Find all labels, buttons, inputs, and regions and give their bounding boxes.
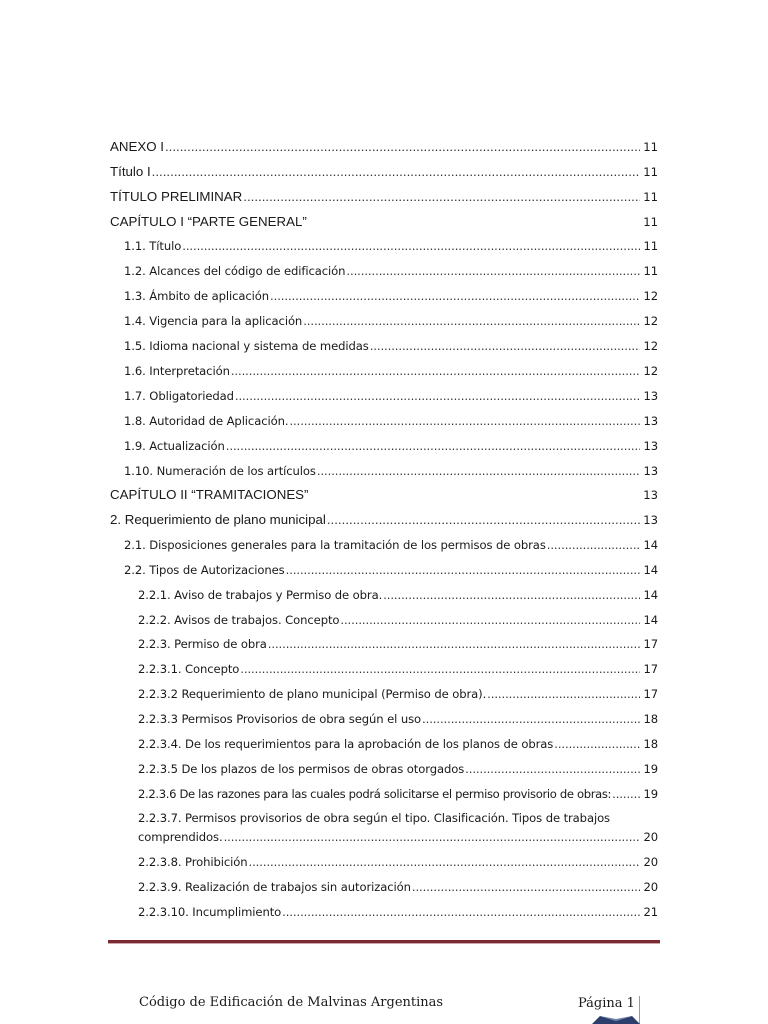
- toc-entry-page: 12: [643, 314, 658, 328]
- toc-entry[interactable]: [138, 737, 658, 757]
- toc-entry-label: 2.2.3.8. Prohibición: [138, 855, 248, 869]
- toc-entry-page: 13: [643, 439, 658, 453]
- toc-entry[interactable]: [124, 264, 658, 284]
- toc-entry[interactable]: [124, 414, 658, 434]
- toc-entry-page: 14: [643, 588, 658, 602]
- dot-leader: [224, 830, 640, 844]
- dot-leader: [303, 314, 640, 328]
- toc-entry-label: 2.2. Tipos de Autorizaciones: [124, 563, 285, 577]
- toc-entry-label: 1.6. Interpretación: [124, 364, 230, 378]
- toc-entry-page: 13: [643, 488, 658, 502]
- toc-entry[interactable]: [124, 464, 658, 484]
- toc-entry-label: 2.1. Disposiciones generales para la tramitación de los permisos de obras: [124, 538, 546, 552]
- toc-entry-label: 1.7. Obligatoriedad: [124, 389, 234, 403]
- toc-entry-page: 14: [643, 538, 658, 552]
- toc-entry-page: 12: [643, 364, 658, 378]
- toc-entry-label: 2.2.2. Avisos de trabajos. Concepto: [138, 613, 340, 627]
- dot-leader: [282, 905, 640, 919]
- dot-leader: [243, 189, 640, 204]
- toc-entry-page: 12: [643, 339, 658, 353]
- toc-entry[interactable]: [110, 512, 658, 532]
- toc-entry-label: Título I: [110, 164, 151, 179]
- toc-entry-page: 11: [643, 264, 658, 278]
- toc-entry[interactable]: [124, 364, 658, 384]
- toc-entry-page: 18: [643, 712, 658, 726]
- toc-entry[interactable]: [138, 687, 658, 707]
- dot-leader: [152, 164, 640, 179]
- toc-entry[interactable]: [124, 389, 658, 409]
- toc-entry-label: 2.2.3.2 Requerimiento de plano municipal (Permiso de obra).: [138, 687, 487, 701]
- toc-entry[interactable]: [138, 880, 658, 900]
- toc-entry-label: CAPÍTULO II “TRAMITACIONES”: [110, 487, 309, 502]
- toc-entry-label: 2.2.3. Permiso de obra: [138, 637, 267, 651]
- toc-entry-label: 1.8. Autoridad de Aplicación.: [124, 414, 289, 428]
- toc-entry[interactable]: [110, 214, 658, 234]
- toc-entry-page: 20: [643, 855, 658, 869]
- toc-entry-page: 12: [643, 289, 658, 303]
- footer-page-number: Página 1: [578, 996, 635, 1011]
- toc-entry-page: 13: [643, 389, 658, 403]
- toc-entry-page: 14: [643, 613, 658, 627]
- toc-entry-page: 14: [643, 563, 658, 577]
- dot-leader: [465, 762, 640, 776]
- dot-leader: [340, 613, 640, 627]
- toc-entry-label: CAPÍTULO I “PARTE GENERAL”: [110, 214, 307, 229]
- footer-rule: [108, 940, 660, 943]
- dot-leader: [231, 364, 640, 378]
- toc-entry[interactable]: [110, 189, 658, 209]
- toc-entry[interactable]: [138, 613, 658, 633]
- dot-leader: [235, 389, 640, 403]
- toc-entry-page: 13: [643, 414, 658, 428]
- toc-entry[interactable]: [124, 239, 658, 259]
- toc-entry-page: 13: [643, 513, 658, 527]
- dot-leader: [249, 855, 640, 869]
- footer-emblem-icon: [592, 1014, 640, 1024]
- toc-entry-label: 2.2.3.6 De las razones para las cuales podrá solicitarse el permiso provisorio de obras:: [138, 787, 612, 801]
- toc-entry-label: 1.3. Ámbito de aplicación: [124, 289, 270, 303]
- dot-leader: [317, 464, 640, 478]
- toc-entry[interactable]: [138, 712, 658, 732]
- toc-entry-page: 19: [643, 762, 658, 776]
- toc-entry[interactable]: [110, 139, 658, 159]
- toc-entry-page: 11: [643, 215, 658, 229]
- toc-entry-page: 18: [643, 737, 658, 751]
- toc-entry[interactable]: [110, 487, 658, 507]
- toc-entry-label: 2.2.3.10. Incumplimiento: [138, 905, 282, 919]
- toc-entry[interactable]: [138, 787, 658, 807]
- toc-entry-page: 20: [643, 830, 658, 844]
- toc-entry[interactable]: [138, 762, 658, 782]
- toc-entry-label: 2.2.3.4. De los requerimientos para la aprobación de los planos de obras: [138, 737, 554, 751]
- toc-entry-label: 1.5. Idioma nacional y sistema de medidas: [124, 339, 369, 353]
- toc-entry-label: 1.2. Alcances del código de edificación: [124, 264, 346, 278]
- toc-entry-page: 11: [643, 140, 658, 154]
- dot-leader: [270, 289, 640, 303]
- dot-leader: [383, 588, 640, 602]
- toc-entry-page: 13: [643, 464, 658, 478]
- toc-entry-page: 17: [643, 637, 658, 651]
- toc-entry[interactable]: [138, 905, 658, 925]
- toc-entry[interactable]: [138, 588, 658, 608]
- toc-entry-page: 11: [643, 239, 658, 253]
- toc-entry-page: 11: [643, 165, 658, 179]
- toc-entry[interactable]: [124, 439, 658, 459]
- toc-entry-label: 2.2.3.5 De los plazos de los permisos de obras otorgados: [138, 762, 465, 776]
- dot-leader: [370, 339, 640, 353]
- toc-entry-label: TÍTULO PRELIMINAR: [110, 189, 243, 204]
- dot-leader: [412, 880, 640, 894]
- dot-leader: [165, 139, 640, 154]
- dot-leader: [289, 414, 640, 428]
- toc-entry-label: 1.1. Título: [124, 239, 182, 253]
- toc-entry-label: 1.9. Actualización: [124, 439, 225, 453]
- dot-leader: [554, 737, 640, 751]
- toc-entry-page: 19: [643, 787, 658, 801]
- toc-entry-continuation: [138, 830, 658, 844]
- toc-entry-page: 17: [643, 687, 658, 701]
- toc-entry-page: 20: [643, 880, 658, 894]
- dot-leader: [612, 787, 640, 801]
- toc-entry-page: 11: [643, 190, 658, 204]
- toc-entry[interactable]: [138, 855, 658, 875]
- toc-entry[interactable]: [124, 314, 658, 334]
- toc-entry-label: 2. Requerimiento de plano municipal: [110, 512, 326, 527]
- footer-document-title: Código de Edificación de Malvinas Argentinas: [139, 995, 444, 1010]
- toc-entry-label: ANEXO I: [110, 139, 164, 154]
- dot-leader: [487, 687, 640, 701]
- toc-entry[interactable]: [124, 289, 658, 309]
- dot-leader: [268, 637, 640, 651]
- toc-entry-label: 2.2.3.1. Concepto: [138, 662, 240, 676]
- toc-entry[interactable]: [138, 637, 658, 657]
- toc-entry-label: 2.2.3.7. Permisos provisorios de obra según el tipo. Clasificación. Tipos de trabajos: [138, 811, 611, 825]
- toc-entry-label: 2.2.3.9. Realización de trabajos sin autorización: [138, 880, 411, 894]
- dot-leader: [327, 512, 640, 527]
- dot-leader: [422, 712, 640, 726]
- dot-leader: [182, 239, 640, 253]
- toc-entry-label: 1.4. Vigencia para la aplicación: [124, 314, 303, 328]
- toc-entry-page: 21: [643, 905, 658, 919]
- dot-leader: [286, 563, 640, 577]
- toc-entry-label: 2.2.3.3 Permisos Provisorios de obra según el uso: [138, 712, 422, 726]
- toc-entry[interactable]: [124, 563, 658, 583]
- toc-entry[interactable]: [110, 164, 658, 184]
- dot-leader: [240, 662, 640, 676]
- dot-leader: [346, 264, 640, 278]
- toc-entry-label: 1.10. Numeración de los artículos: [124, 464, 316, 478]
- toc-entry[interactable]: [138, 811, 658, 844]
- dot-leader: [226, 439, 640, 453]
- toc-entry-page: 17: [643, 662, 658, 676]
- toc-entry-label-continued: comprendidos.: [138, 830, 223, 844]
- toc-entry[interactable]: [124, 339, 658, 359]
- toc-entry[interactable]: [138, 662, 658, 682]
- toc-entry-label: 2.2.1. Aviso de trabajos y Permiso de obra.: [138, 588, 383, 602]
- dot-leader: [547, 538, 640, 552]
- toc-entry[interactable]: [124, 538, 658, 558]
